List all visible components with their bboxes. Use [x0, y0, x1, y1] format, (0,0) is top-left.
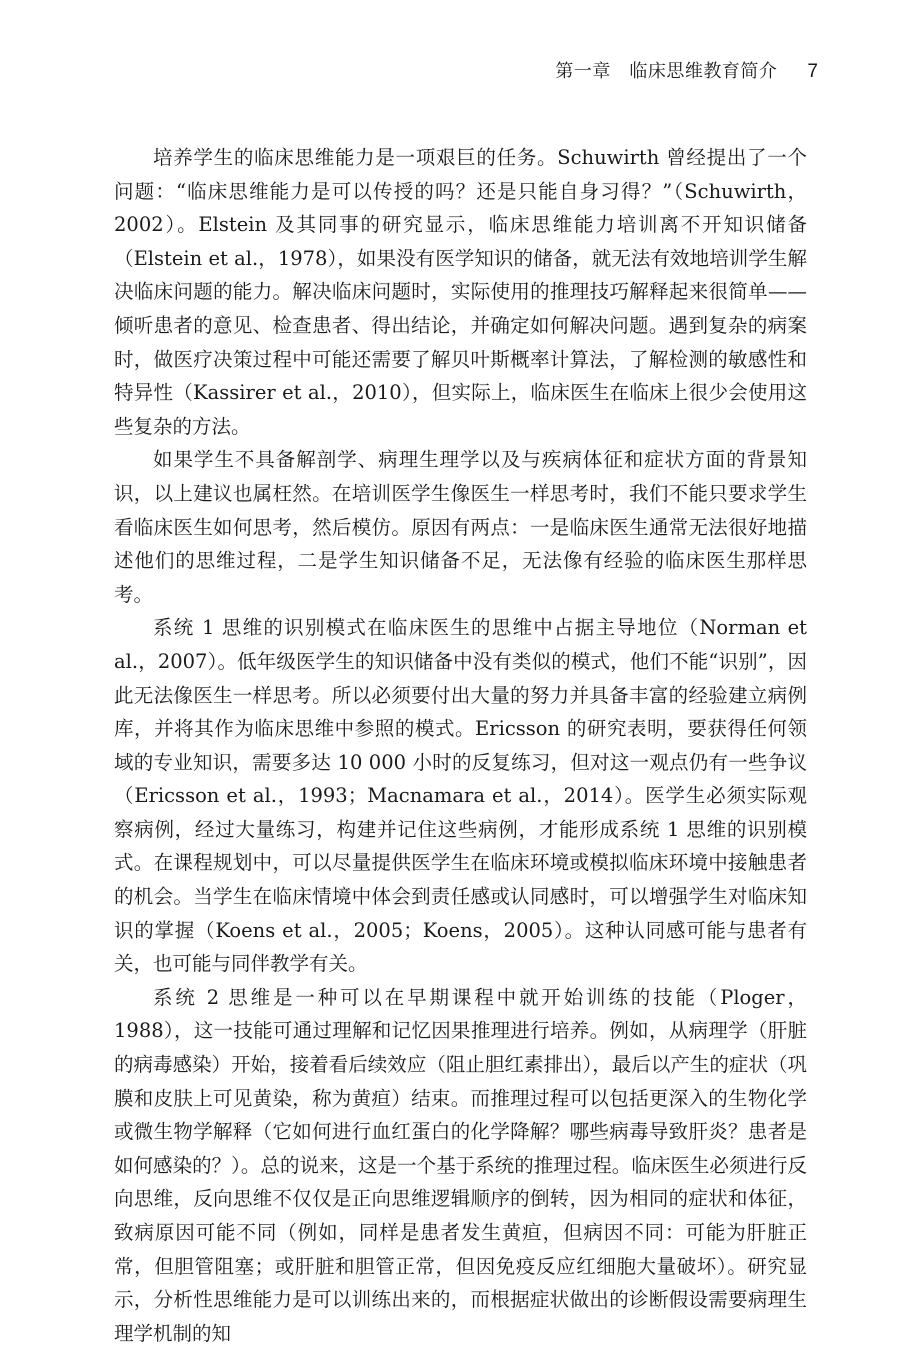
- chapter-title: 第一章 临床思维教育简介: [555, 61, 778, 82]
- paragraph: 如果学生不具备解剖学、病理生理学以及与疾病体征和症状方面的背景知识，以上建议也属枉然。在培训医学生像医生一样思考时，我们不能只要求学生看临床医生如何思考，然后模仿。原因有两点：一是临床医生通常无法很好地描述他们的思维过程，二是学生知识储备不足，无法像有经验的临床医生那样思考。: [114, 448, 807, 606]
- body-text: [114, 141, 807, 1350]
- page-number: 7: [807, 61, 818, 82]
- paragraph: 培养学生的临床思维能力是一项艰巨的任务。Schuwirth 曾经提出了一个问题：“临床思维能力是可以传授的吗？还是只能自身习得？”（Schuwirth，2002）。Elstein 及其同事的研究显示，临床思维能力培训离不开知识储备（Elstein et al.，1978），如果没有医学知识的储备，就无法有效地培训学生解决临床问题的能力。解决临床问题时，实际使用的推理技巧解释起来很简单——倾听患者的意见、检查患者、得出结论，并确定如何解决问题。遇到复杂的病案时，做医疗决策过程中可能还需要了解贝叶斯概率计算法，了解检测的敏感性和特异性（Kassirer et al.，2010），但实际上，临床医生在临床上很少会使用这些复杂的方法。: [114, 146, 807, 438]
- paragraph: 系统 1 思维的识别模式在临床医生的思维中占据主导地位（Norman et al.，2007）。低年级医学生的知识储备中没有类似的模式，他们不能“识别”，因此无法像医生一样思考。所以必须要付出大量的努力并具备丰富的经验建立病例库，并将其作为临床思维中参照的模式。Ericsson 的研究表明，要获得任何领域的专业知识，需要多达 10 000 小时的反复练习，但对这一观点仍有一些争议（Ericsson et al.，1993；Macnamara et al.，2014）。医学生必须实际观察病例，经过大量练习，构建并记住这些病例，才能形成系统 1 思维的识别模式。在课程规划中，可以尽量提供医学生在临床环境或模拟临床环境中接触患者的机会。当学生在临床情境中体会到责任感或认同感时，可以增强学生对临床知识的掌握（Koens et al.，2005；Koens，2005）。这种认同感可能与患者有关，也可能与同伴教学有关。: [114, 616, 807, 976]
- paragraph: 系统 2 思维是一种可以在早期课程中就开始训练的技能（Ploger，1988），这一技能可通过理解和记忆因果推理进行培养。例如，从病理学（肝脏的病毒感染）开始，接着看后续效应（阻止胆红素排出），最后以产生的症状（巩膜和皮肤上可见黄染，称为黄疸）结束。而推理过程可以包括更深入的生物化学或微生物学解释（它如何进行血红蛋白的化学降解？哪些病毒导致肝炎？患者是如何感染的？）。总的说来，这是一个基于系统的推理过程。临床医生必须进行反向思维，反向思维不仅仅是正向思维逻辑顺序的倒转，因为相同的症状和体征，致病原因可能不同（例如，同样是患者发生黄疸，但病因不同：可能为肝脏正常，但胆管阻塞；或肝脏和胆管正常，但因免疫反应红细胞大量破坏）。研究显示，分析性思维能力是可以训练出来的，而根据症状做出的诊断假设需要病理生理学机制的知: [114, 985, 807, 1345]
- running-header: [555, 58, 818, 86]
